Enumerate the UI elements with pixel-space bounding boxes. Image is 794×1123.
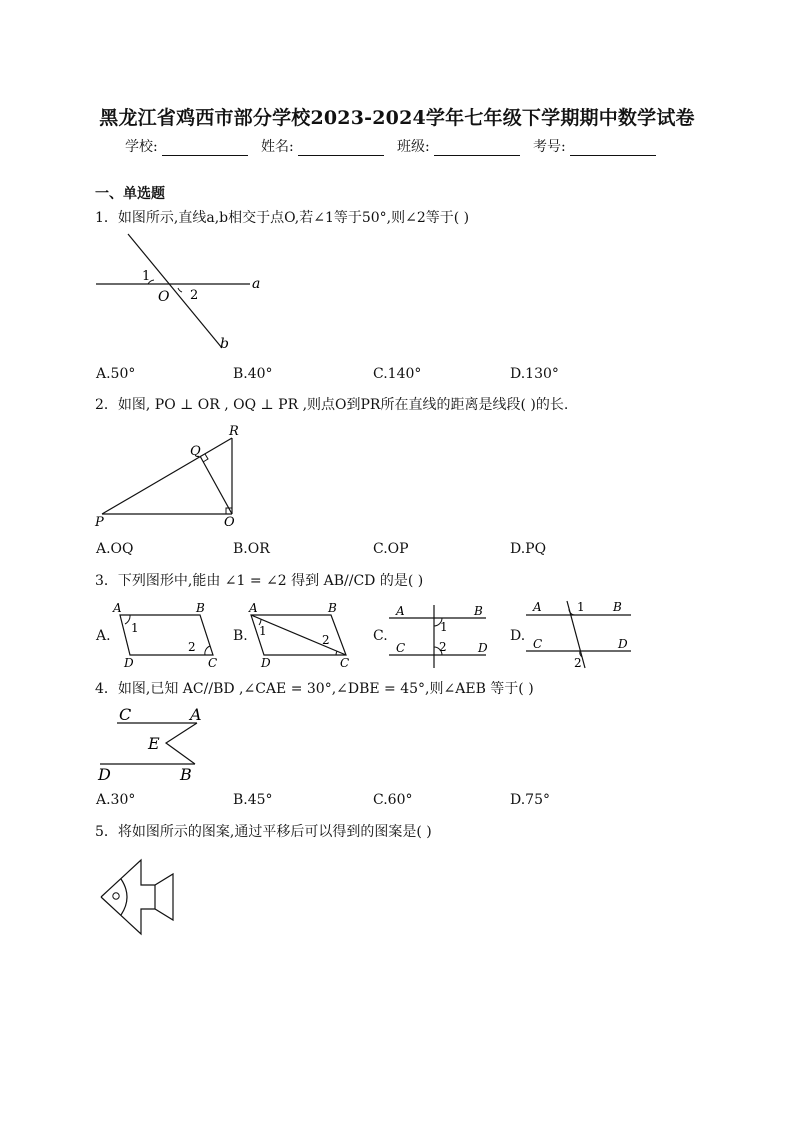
class-field — [397, 136, 520, 156]
q2-option-b[interactable]: B.OR — [233, 541, 270, 557]
name-label: 姓名: — [261, 139, 294, 155]
q2-label-q: Q — [190, 444, 201, 459]
q3a-label-c: C — [208, 656, 218, 670]
q1-option-b[interactable]: B.40° — [233, 366, 273, 382]
q2-label-r: R — [229, 424, 239, 439]
q2-option-a[interactable]: A.OQ — [96, 541, 134, 557]
q4-option-c[interactable]: C.60° — [373, 792, 413, 808]
q4-label-b: B — [180, 765, 192, 784]
q3b-label-c: C — [340, 656, 350, 670]
q3d-label-a: A — [533, 600, 542, 614]
q2-option-d[interactable]: D.PQ — [510, 541, 547, 557]
q3-option-d[interactable]: D. — [510, 628, 526, 644]
q3-option-a[interactable]: A. — [96, 628, 111, 644]
q1-option-d[interactable]: D.130° — [510, 366, 559, 382]
q4-label-a: A — [190, 705, 202, 724]
name-blank — [298, 141, 384, 156]
q3a-label-b: B — [196, 601, 205, 615]
q2-option-c[interactable]: C.OP — [373, 541, 409, 557]
school-blank — [162, 141, 248, 156]
q3d-label-2: 2 — [574, 656, 582, 670]
q3d-label-d: D — [618, 637, 628, 651]
q1-label-b: b — [220, 336, 229, 352]
q4-option-b[interactable]: B.45° — [233, 792, 273, 808]
q4-option-a[interactable]: A.30° — [96, 792, 136, 808]
q4-label-c: C — [119, 705, 132, 724]
school-field — [125, 136, 248, 156]
q3a-label-2: 2 — [188, 640, 196, 654]
q3b-label-1: 1 — [259, 624, 267, 638]
q3c-label-a: A — [396, 604, 405, 618]
q3b-label-2: 2 — [322, 633, 330, 647]
name-field — [261, 136, 384, 156]
question-3-text: 3．下列图形中,能由 ∠1 = ∠2 得到 AB//CD 的是( ) — [95, 573, 424, 589]
q3b-label-d: D — [261, 656, 271, 670]
question-4-text: 4．如图,已知 AC//BD ,∠CAE = 30°,∠DBE = 45°,则∠AEB 等于( ) — [95, 681, 534, 697]
section-heading: 一、单选题 — [95, 186, 165, 202]
page-title: 黑龙江省鸡西市部分学校2023-2024学年七年级下学期期中数学试卷 — [99, 107, 695, 129]
q3d-label-c: C — [533, 637, 543, 651]
q1-figure — [90, 228, 280, 356]
q4-label-e: E — [148, 734, 160, 753]
question-1-text: 1．如图所示,直线a,b相交于点O,若∠1等于50°,则∠2等于( ) — [95, 210, 470, 226]
q2-figure — [90, 420, 250, 532]
q4-option-d[interactable]: D.75° — [510, 792, 550, 808]
q3a-label-1: 1 — [131, 621, 139, 635]
q1-label-2: 2 — [190, 288, 199, 303]
q1-label-o: O — [158, 289, 170, 305]
q3c-label-d: D — [478, 641, 488, 655]
number-label: 考号: — [533, 139, 566, 155]
q1-label-1: 1 — [142, 269, 151, 284]
question-5-text: 5．将如图所示的图案,通过平移后可以得到的图案是( ) — [95, 824, 432, 840]
q3-figure-a — [110, 600, 225, 670]
q2-label-o: O — [224, 515, 235, 530]
q3a-label-d: D — [124, 656, 134, 670]
q3c-label-c: C — [396, 641, 406, 655]
q2-label-p: P — [95, 515, 104, 530]
class-blank — [434, 141, 520, 156]
q3d-label-1: 1 — [577, 600, 585, 614]
q3-figure-c — [386, 600, 501, 670]
q3b-label-a: A — [249, 601, 258, 615]
q4-label-d: D — [98, 765, 111, 784]
q4-figure — [92, 702, 212, 786]
q3c-label-1: 1 — [440, 620, 448, 634]
q3c-label-2: 2 — [439, 640, 447, 654]
q3-option-c[interactable]: C. — [373, 628, 388, 644]
school-label: 学校: — [125, 139, 158, 155]
q3-figure-d — [523, 598, 638, 670]
q1-label-a: a — [252, 276, 261, 292]
q5-fish-figure — [95, 852, 185, 942]
class-label: 班级: — [397, 139, 430, 155]
q3a-label-a: A — [113, 601, 122, 615]
q3b-label-b: B — [328, 601, 337, 615]
q3-figure-b — [246, 600, 361, 670]
question-2-text: 2．如图, PO ⊥ OR , OQ ⊥ PR ,则点O到PR所在直线的距离是线段( )的长. — [95, 397, 569, 413]
q3c-label-b: B — [474, 604, 483, 618]
number-field — [533, 136, 656, 156]
q1-option-a[interactable]: A.50° — [96, 366, 136, 382]
q3d-label-b: B — [613, 600, 622, 614]
number-blank — [570, 141, 656, 156]
q1-option-c[interactable]: C.140° — [373, 366, 422, 382]
q3-option-b[interactable]: B. — [233, 628, 248, 644]
